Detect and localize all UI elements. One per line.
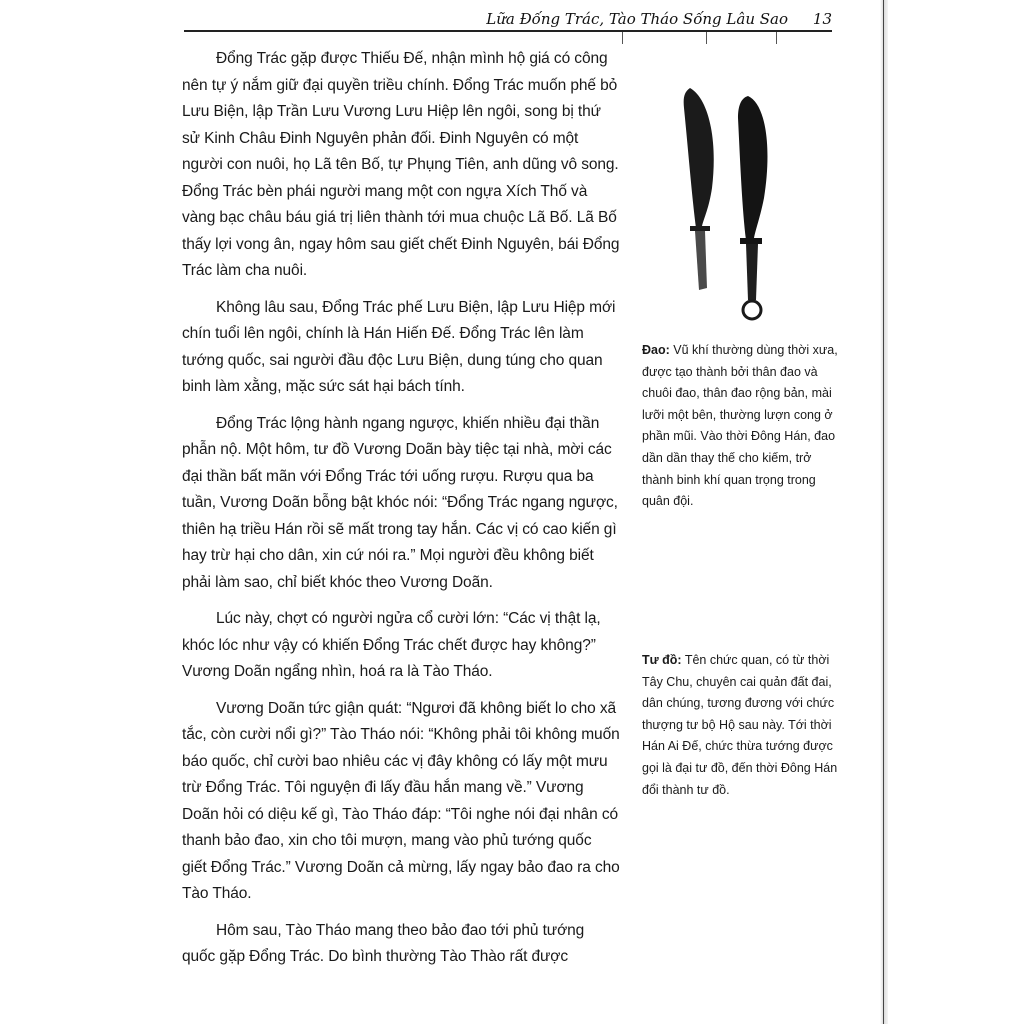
- page-number: 13: [812, 10, 832, 28]
- paragraph: Hôm sau, Tào Tháo mang theo bảo đao tới phủ tướng quốc gặp Đổng Trác. Do bình thường Tào Thào rất được: [182, 921, 585, 965]
- note-text: Vũ khí thường dùng thời xưa, được tạo thành bởi thân đao và chuôi đao, thân đao rộng bản, mài lưỡi một bên, thường lượn cong ở phần mũi. Vào thời Đông Hán, đao dần dần thay thế cho kiếm, trở thành binh khí quan trọng trong quân đội.: [642, 343, 838, 509]
- running-title: Lữa Đống Trác, Tào Tháo Sống Lâu Sao: [486, 10, 788, 28]
- page-spine: [880, 0, 888, 1024]
- page-edge-line: [883, 0, 884, 1024]
- dao-sabre-icon: [662, 78, 812, 328]
- page-header: [176, 8, 832, 42]
- header-rule: [184, 30, 832, 32]
- paragraph: Không lâu sau, Đổng Trác phế Lưu Biện, lập Lưu Hiệp mới chín tuổi lên ngôi, chính là Hán Hiến Đế. Đổng Trác lên làm tướng quốc, sai người đầu độc Lưu Biện, dung túng cho quan binh làm xằng, mặc sức sát hại bách tính.: [182, 298, 616, 395]
- left-sabre: [684, 88, 714, 290]
- paragraph: Đổng Trác lộng hành ngang ngược, khiến nhiều đại thần phẫn nộ. Một hôm, tư đồ Vương Doãn bày tiệc tại nhà, mời các đại thần bất mãn với Đổng Trác tới uống rượu. Rượu qua ba tuần, Vương Doãn bỗng bật khóc nói: “Đổng Trác ngang ngược, thiên hạ triều Hán rồi sẽ mất trong tay hắn. Các vị có cao kiến gì hay trừ hại cho dân, xin cứ nói ra.” Mọi người đều không biết phải làm sao, chỉ biết khóc theo Vương Doãn.: [182, 414, 618, 591]
- header-divider: [622, 32, 623, 44]
- note-term: Tư đồ:: [642, 653, 682, 667]
- note-term: Đao:: [642, 343, 670, 357]
- header-divider: [776, 32, 777, 44]
- header-divider: [706, 32, 707, 44]
- main-text-column: [182, 46, 620, 981]
- note-text: Tên chức quan, có từ thời Tây Chu, chuyên cai quản đất đai, dân chúng, tương đương với chức thượng tư bộ Hộ sau này. Tới thời Hán Ai Đế, chức thừa tướng được gọi là đại tư đồ, đến thời Đông Hán đổi thành tư đồ.: [642, 653, 838, 797]
- paragraph: Vương Doãn tức giận quát: “Ngươi đã không biết lo cho xã tắc, còn cười nổi gì?” Tào Tháo nói: “Không phải tôi không muốn báo quốc, chỉ cười bao nhiêu các vị đây không có lấy một mưu trừ Đổng Trác. Tôi nguyện đi lấy đầu hắn mang về.” Vương Doãn hỏi có diệu kế gì, Tào Tháo đáp: “Tôi nghe nói đại nhân có thanh bảo đao, xin cho tôi mượn, mang vào phủ tướng quốc giết Đổng Trác.” Vương Doãn cả mừng, lấy ngay bảo đao ra cho Tào Tháo.: [182, 699, 620, 902]
- dao-illustration: [662, 78, 812, 328]
- paragraph: Đổng Trác gặp được Thiếu Đế, nhận mình hộ giá có công nên tự ý nắm giữ đại quyền triều chính. Đổng Trác muốn phế bỏ Lưu Biện, lập Trần Lưu Vương Lưu Hiệp lên ngôi, song bị thứ sử Kinh Châu Đinh Nguyên phản đối. Đinh Nguyên có một người con nuôi, họ Lã tên Bố, tự Phụng Tiên, anh dũng vô song. Đổng Trác bèn phái người mang một con ngựa Xích Thố và vàng bạc châu báu giá trị liên thành tới mua chuộc Lã Bố. Lã Bố thấy lợi vong ân, ngay hôm sau giết chết Đinh Nguyên, bái Đổng Trác làm cha nuôi.: [182, 50, 620, 279]
- sidebar-note-tu-do: [642, 650, 842, 801]
- right-sabre: [738, 96, 767, 319]
- sidebar-note-dao: [642, 340, 842, 513]
- paragraph: Lúc này, chợt có người ngửa cổ cười lớn: “Các vị thật lạ, khóc lóc như vậy có khiến Đổng Trác chết được hay không?” Vương Doãn ngẩng nhìn, hoá ra là Tào Tháo.: [182, 610, 601, 680]
